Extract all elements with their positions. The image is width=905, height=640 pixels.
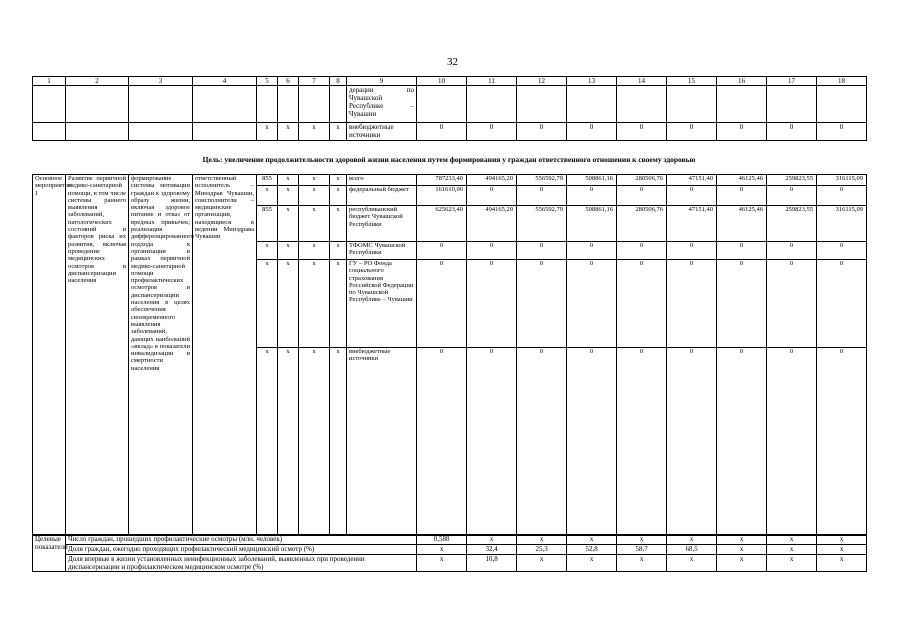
code-cell: х [257,186,278,206]
indicator-value: х [767,545,817,555]
funding-value: 280506,76 [617,175,667,186]
event-executor: ответственный исполнитель – Минздрав Чувашии, соисполнители – медицинские организации, находящиеся в ведении Минздрава Чувашии [193,175,257,536]
column-number: 11 [467,77,517,86]
funding-value: 46125,46 [717,206,767,242]
indicator-value: 25,3 [517,545,567,555]
column-number: 17 [767,77,817,86]
funding-source: внебюджетные источники [347,348,417,536]
funding-value: 0 [667,348,717,536]
funding-value: 46125,46 [717,175,767,186]
funding-source: ГУ – РО Фонда социального страхования Российской Федерации по Чувашской Республике – Чувашии [347,260,417,348]
funding-value: 0 [717,186,767,206]
funding-value: 0 [617,348,667,536]
funding-value: 0 [667,260,717,348]
funding-value: 0 [617,123,667,141]
funding-value: 0 [617,186,667,206]
funding-value: 0 [767,186,817,206]
indicator-value: 0,588 [417,535,467,545]
funding-row [33,175,867,186]
funding-value: 0 [717,260,767,348]
funding-value: 0 [667,123,717,141]
funding-value: 0 [567,186,617,206]
code-cell: х [299,186,330,206]
funding-source: федеральный бюджет [347,186,417,206]
funding-value: 0 [667,242,717,260]
funding-value: 0 [517,123,567,141]
code-cell: х [299,206,330,242]
funding-source: внебюджетные источники [347,123,417,141]
funding-value: 280506,76 [617,206,667,242]
funding-value: 0 [817,348,867,536]
funding-value: 47151,40 [667,206,717,242]
funding-value: 316115,09 [817,206,867,242]
funding-value: 0 [617,242,667,260]
code-cell: х [257,348,278,536]
code-cell: х [299,175,330,186]
code-cell: х [299,123,330,141]
funding-source: республиканский бюджет Чувашской Республики [347,206,417,242]
indicator-value: 52,8 [567,545,617,555]
indicator-value: х [517,535,567,545]
funding-value: 0 [417,242,467,260]
funding-value: 0 [517,186,567,206]
code-cell: х [257,260,278,348]
continuation-table [32,76,867,141]
funding-value: 0 [817,123,867,141]
indicator-value: х [717,535,767,545]
code-cell: х [278,175,299,186]
empty-cell [193,123,257,141]
funding-value: 0 [717,123,767,141]
funding-value: 0 [467,348,517,536]
indicator-value: 58,7 [617,545,667,555]
funding-value: 0 [717,348,767,536]
funding-value: 0 [517,348,567,536]
indicator-value: х [717,555,767,572]
funding-value: 0 [467,186,517,206]
funding-source: всего [347,175,417,186]
code-cell: х [330,242,347,260]
funding-value: 508861,16 [567,206,617,242]
funding-source: дерации по Чувашской Республике – Чувашии [347,86,417,123]
column-number: 3 [129,77,193,86]
continuation-row-1 [33,86,867,123]
funding-value: 508861,16 [567,175,617,186]
funding-value: 0 [567,242,617,260]
funding-value: 556592,79 [517,206,567,242]
funding-value: 0 [567,123,617,141]
column-number: 8 [330,77,347,86]
funding-value: 259823,55 [767,206,817,242]
column-number: 6 [278,77,299,86]
indicator-value: х [817,535,867,545]
funding-value: 0 [467,242,517,260]
code-cell: х [278,260,299,348]
event-status: Основное мероприятие 1 [33,175,66,536]
column-number: 15 [667,77,717,86]
code-cell: х [330,175,347,186]
funding-value: 556592,79 [517,175,567,186]
indicator-row [33,555,867,572]
indicator-value: х [567,535,617,545]
code-cell: х [257,242,278,260]
funding-value: 494165,20 [467,206,517,242]
funding-value: 0 [767,242,817,260]
funding-value: 0 [417,123,467,141]
code-cell: х [330,260,347,348]
empty-cell [129,123,193,141]
goal-heading: Цель: увеличение продолжительности здоровой жизни населения путем формирования у граждан ответственного отношения к своему здоровью [202,155,696,164]
empty-cell [33,123,66,141]
indicator-value: х [617,555,667,572]
code-cell: х [299,242,330,260]
indicator-text: Доля впервые в жизни установленных неинфекционных заболеваний, выявленных при проведении диспансеризации и профилактическом медицинском осмотре (%) [66,555,417,572]
event-table [32,174,867,536]
funding-value: 0 [767,260,817,348]
indicator-value: х [767,535,817,545]
funding-value: 0 [567,260,617,348]
funding-value: 0 [567,348,617,536]
funding-value: 0 [417,348,467,536]
code-cell: 855 [257,175,278,186]
indicator-value: х [467,535,517,545]
indicator-text: Доля граждан, ежегодно проходящих профилактический медицинский осмотр (%) [66,545,417,555]
indicator-value: 32,4 [467,545,517,555]
funding-value: 0 [817,186,867,206]
funding-value: 316115,09 [817,175,867,186]
column-number: 2 [66,77,129,86]
indicator-value: 68,5 [667,545,717,555]
column-number: 4 [193,77,257,86]
page-number: 32 [447,56,458,68]
column-number: 16 [717,77,767,86]
indicator-row [33,545,867,555]
funding-value: 0 [767,123,817,141]
code-cell: х [278,206,299,242]
event-name: Развитие первичной медико-санитарной помощи, в том числе системы раннего выявления заболеваний, патологических состояний и факторов риска их развития, включая проведение медицинских осмотров и диспансеризации населения [66,175,129,536]
column-number: 9 [347,77,417,86]
funding-value: 0 [817,260,867,348]
indicators-table [32,534,867,572]
funding-value: 0 [617,260,667,348]
column-number: 5 [257,77,278,86]
funding-value: 625623,40 [417,206,467,242]
funding-value: 0 [667,186,717,206]
code-cell: х [330,186,347,206]
indicator-value: х [717,545,767,555]
column-number: 14 [617,77,667,86]
indicator-value: х [417,555,467,572]
funding-value: 0 [717,242,767,260]
code-cell: 855 [257,206,278,242]
funding-value: 0 [467,260,517,348]
indicator-value: х [817,555,867,572]
code-cell: х [278,348,299,536]
funding-source: ТФОМС Чувашской Республики [347,242,417,260]
code-cell: х [257,123,278,141]
funding-value: 0 [767,348,817,536]
code-cell: х [330,123,347,141]
code-cell: х [299,348,330,536]
column-number: 10 [417,77,467,86]
indicator-value: х [817,545,867,555]
code-cell: х [330,348,347,536]
indicator-value: х [767,555,817,572]
funding-value: 787233,40 [417,175,467,186]
column-number: 13 [567,77,617,86]
empty-cell [66,123,129,141]
code-cell: х [278,186,299,206]
column-number: 18 [817,77,867,86]
indicators-label: Целевые показатели [33,535,66,572]
indicator-value: х [667,535,717,545]
column-number-row [33,77,867,86]
code-cell: х [278,242,299,260]
continuation-row-2 [33,123,867,141]
indicator-value: 10,8 [467,555,517,572]
funding-value: 0 [517,242,567,260]
column-number: 7 [299,77,330,86]
funding-value: 259823,55 [767,175,817,186]
indicator-value: х [567,555,617,572]
event-link: формирование системы мотивации граждан к здоровому образу жизни, включая здоровое питание и отказ от вредных привычек; реализация дифференцированного подхода к организации в рамках первичной медико-санитарной помощи профилактических осмотров и диспансеризации населения в целях обеспечения своевременного выявления заболеваний, дающих наибольший «вклад» в показатели инвалидизации и смертности населения [129,175,193,536]
column-number: 1 [33,77,66,86]
funding-value: 0 [517,260,567,348]
funding-value: 0 [417,260,467,348]
funding-value: 0 [817,242,867,260]
indicator-value: х [617,535,667,545]
funding-value: 0 [467,123,517,141]
indicator-value: х [667,555,717,572]
indicator-text: Число граждан, прошедших профилактические осмотры (млн. человек) [66,535,417,545]
code-cell: х [278,123,299,141]
code-cell: х [330,206,347,242]
funding-value: 47151,40 [667,175,717,186]
funding-value: 161610,00 [417,186,467,206]
column-number: 12 [517,77,567,86]
indicator-value: х [417,545,467,555]
indicator-row [33,535,867,545]
code-cell: х [299,260,330,348]
indicator-value: х [517,555,567,572]
funding-value: 494165,20 [467,175,517,186]
